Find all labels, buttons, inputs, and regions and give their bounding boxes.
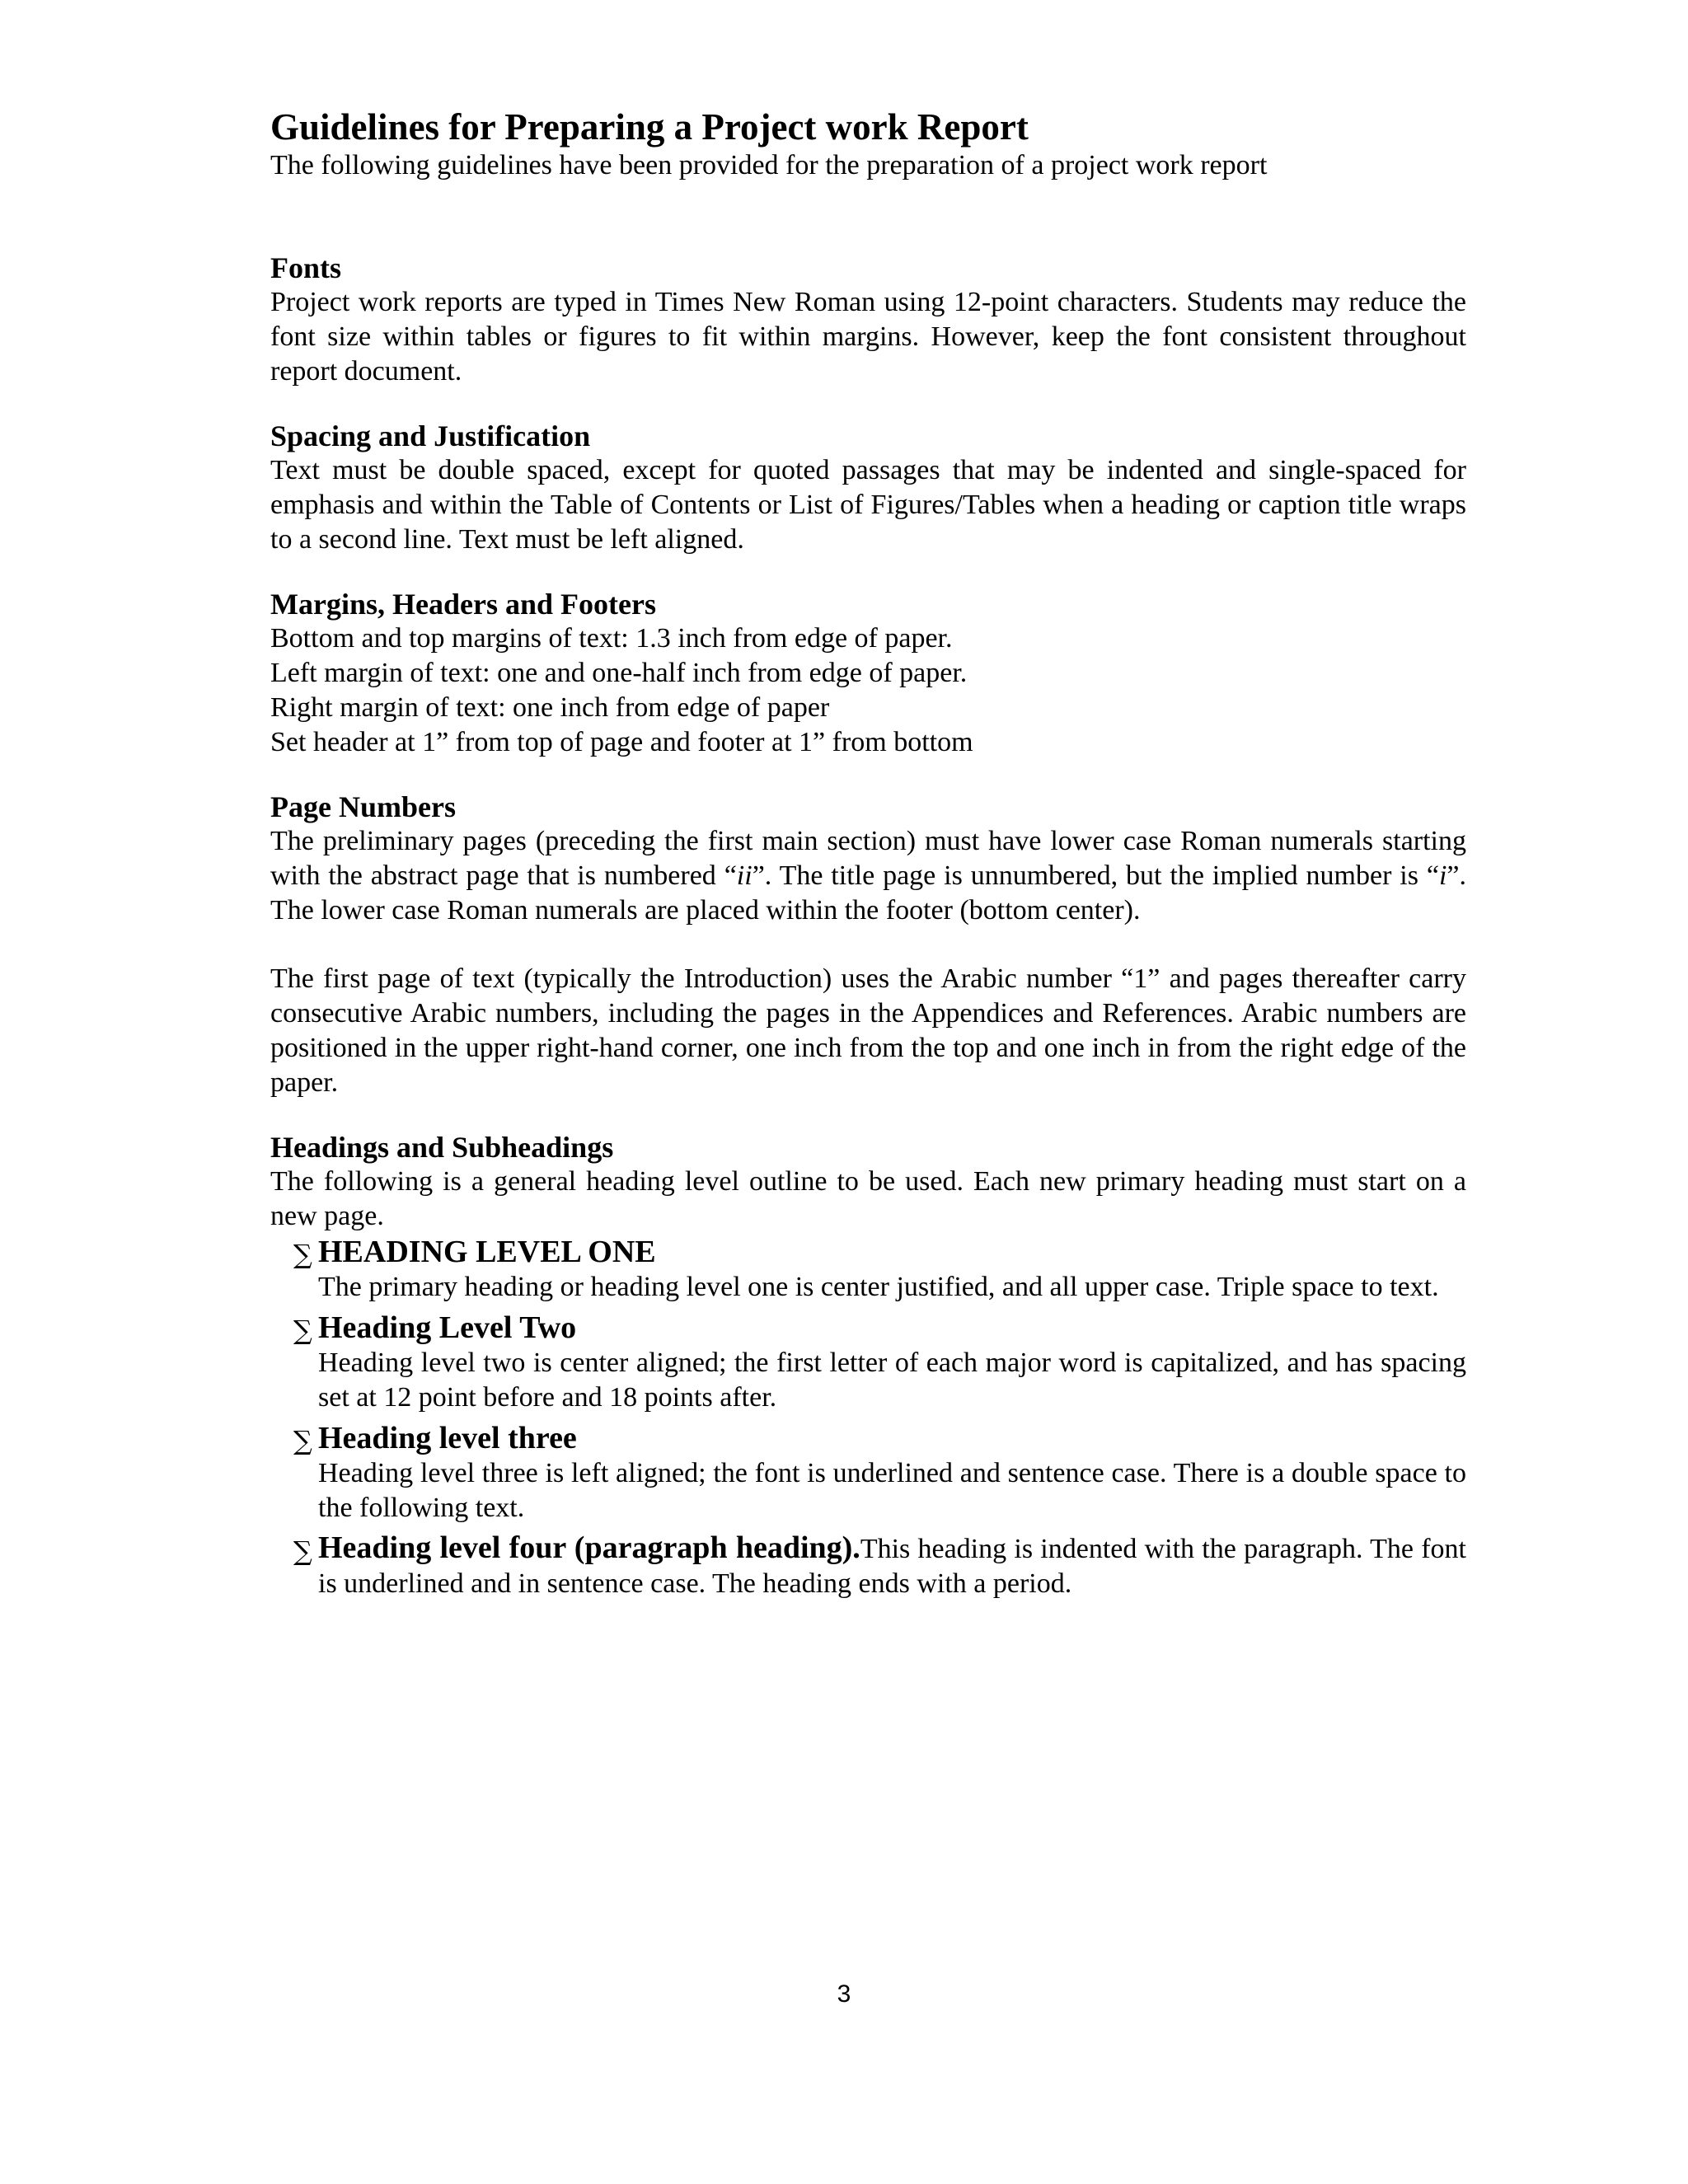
italic-numeral: i [1438, 860, 1447, 891]
sigma-bullet-icon: ∑ [293, 1425, 312, 1456]
document-title: Guidelines for Preparing a Project work Report [270, 106, 1029, 148]
section-heading-headings: Headings and Subheadings [270, 1131, 614, 1164]
sigma-bullet-icon: ∑ [293, 1315, 312, 1346]
margins-line: Right margin of text: one inch from edge of paper [270, 692, 830, 723]
sigma-bullet-icon: ∑ [293, 1535, 312, 1567]
heading-level-four-title: Heading level four (paragraph heading). [318, 1530, 860, 1565]
page-number: 3 [837, 1980, 851, 2008]
margins-line: Bottom and top margins of text: 1.3 inch from edge of paper. [270, 623, 953, 654]
page-numbers-paragraph-2: The first page of text (typically the Introduction) uses the Arabic number “1” and pages thereafter carry consecutive Arabic numbers, including the pages in the Appendices and References. Arabic numbers are positioned in the upper right-hand corner, one inch from the top and one inch in from the right edge of the paper. [270, 963, 1466, 1098]
section-margins [270, 587, 1466, 760]
section-fonts [270, 251, 1466, 389]
text-run: ”. The title page is unnumbered, but the implied number is “ [752, 860, 1439, 891]
margins-line: Set header at 1” from top of page and footer at 1” from bottom [270, 727, 973, 757]
text-run: ”. The lower case Roman numerals are placed within the footer (bottom center). [270, 860, 1466, 926]
heading-level-one-text: The primary heading or heading level one is center justified, and all upper case. Triple space to text. [318, 1272, 1439, 1302]
text-run: The preliminary pages (preceding the first main section) must have lower case Roman numerals starting with the abstract page that is numbered “ [270, 826, 1466, 891]
margins-line: Left margin of text: one and one-half inch from edge of paper. [270, 658, 968, 688]
headings-intro-paragraph: The following is a general heading level outline to be used. Each new primary heading must start on a new page. [270, 1166, 1466, 1231]
document-page [270, 105, 1466, 1606]
fonts-paragraph: Project work reports are typed in Times New Roman using 12-point characters. Students may reduce the font size within tables or figures to fit within margins. However, keep the font consistent throughout report document. [270, 287, 1466, 387]
section-headings [270, 1130, 1466, 1601]
section-heading-fonts: Fonts [270, 251, 342, 284]
heading-level-one-title: HEADING LEVEL ONE [318, 1235, 656, 1269]
heading-level-three-text: Heading level three is left aligned; the font is underlined and sentence case. There is a double space to the following text. [318, 1458, 1466, 1523]
sigma-bullet-icon: ∑ [293, 1239, 312, 1270]
italic-numeral: ii [736, 860, 753, 891]
section-heading-margins: Margins, Headers and Footers [270, 588, 656, 621]
section-spacing [270, 419, 1466, 557]
heading-level-three-title: Heading level three [318, 1421, 577, 1455]
list-item [270, 1234, 1466, 1305]
spacing-paragraph: Text must be double spaced, except for quoted passages that may be indented and single-spaced for emphasis and within the Table of Contents or List of Figures/Tables when a heading or caption title wraps to a second line. Text must be left aligned. [270, 455, 1466, 555]
page-numbers-paragraph-1 [270, 824, 1466, 928]
list-item [270, 1420, 1466, 1526]
document-subtitle: The following guidelines have been provided for the preparation of a project work report [270, 150, 1268, 180]
heading-level-two-title: Heading Level Two [318, 1310, 577, 1345]
section-page-numbers [270, 790, 1466, 1100]
heading-level-four-paragraph [318, 1530, 1466, 1601]
section-heading-spacing: Spacing and Justification [270, 419, 591, 452]
list-item [270, 1310, 1466, 1415]
list-item [270, 1530, 1466, 1601]
heading-level-four-text: This heading is indented with the paragraph. The font is underlined and in sentence case. The heading ends with a period. [318, 1534, 1466, 1599]
section-heading-page-numbers: Page Numbers [270, 790, 456, 823]
heading-levels-list [270, 1234, 1466, 1601]
heading-level-two-text: Heading level two is center aligned; the first letter of each major word is capitalized, and has spacing set at 12 point before and 18 points after. [318, 1347, 1466, 1413]
